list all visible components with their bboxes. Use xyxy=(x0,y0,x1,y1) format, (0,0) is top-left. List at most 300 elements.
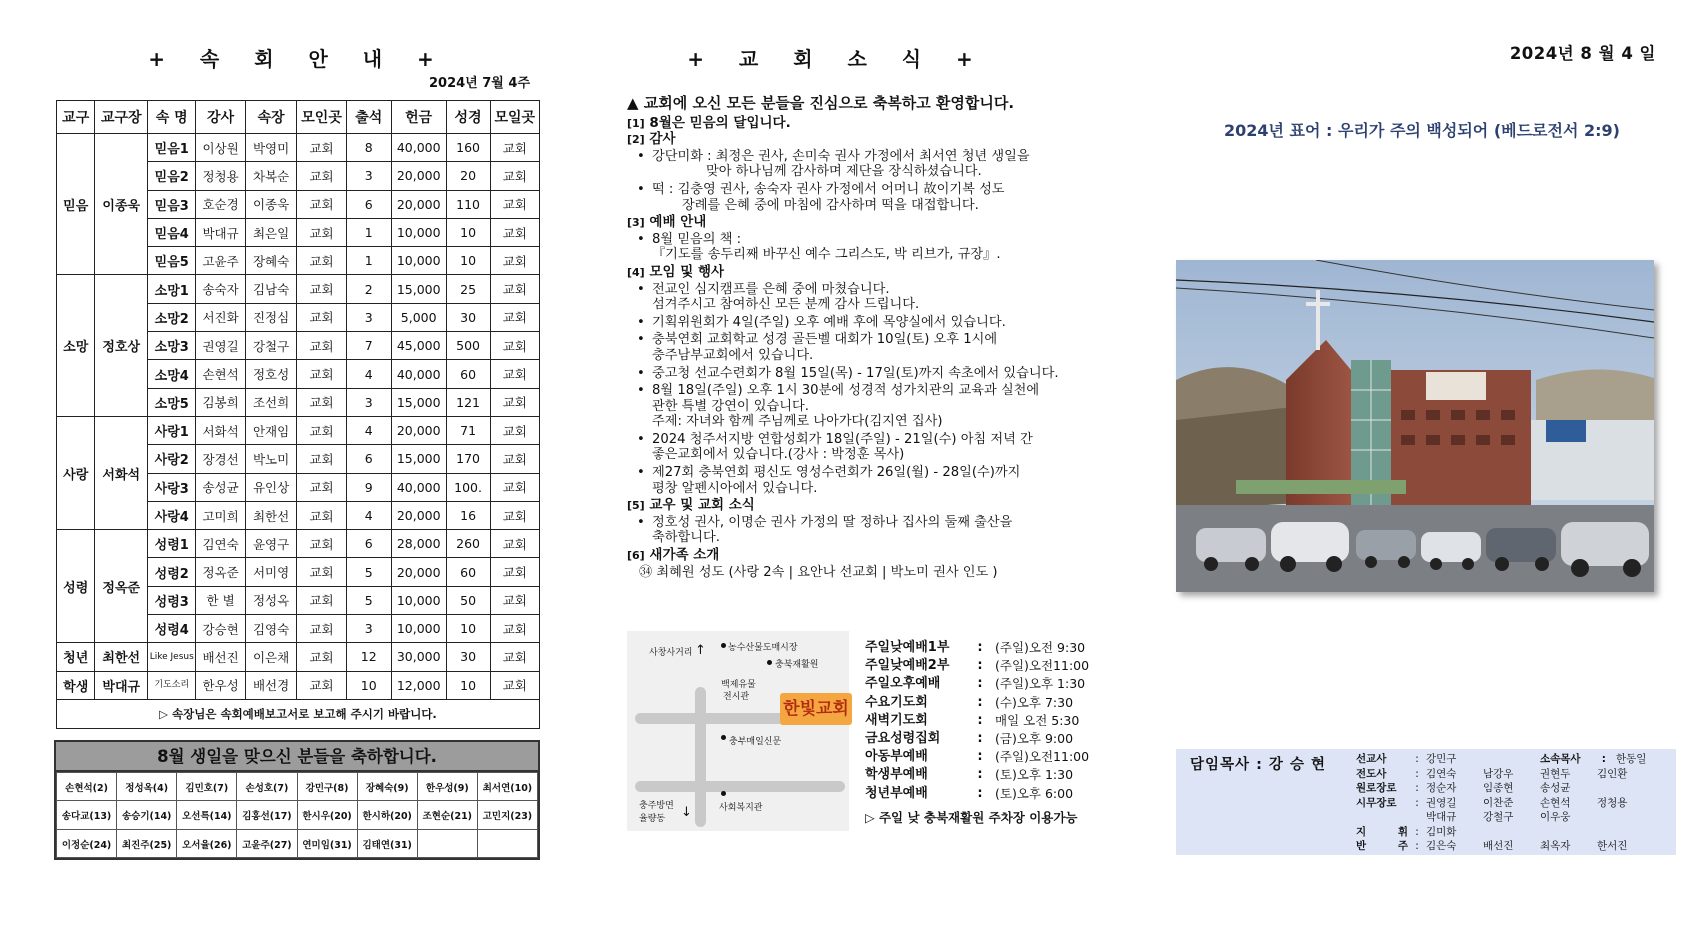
service-time: (토)오후 6:00 xyxy=(995,785,1074,801)
map-dot xyxy=(721,791,726,796)
staff-grid xyxy=(1356,752,1673,854)
table-cell: 교회 xyxy=(297,162,346,190)
birthday-cell: 한시우(20) xyxy=(297,801,357,830)
table-cell: 최은일 xyxy=(245,218,297,246)
table-cell: 교회 xyxy=(297,501,346,529)
birthday-table xyxy=(56,772,538,859)
table-cell: 20 xyxy=(446,162,490,190)
table-cell: 교회 xyxy=(490,360,539,388)
table-cell: 믿음4 xyxy=(148,218,196,246)
table-cell: 안재임 xyxy=(245,416,297,444)
table-cell: 교회 xyxy=(490,501,539,529)
column-header: 강사 xyxy=(196,101,245,134)
news-heading-3: [3] 예배 안내 xyxy=(627,214,707,231)
table-cell: 교회 xyxy=(297,218,346,246)
table-cell: 110 xyxy=(446,190,490,218)
table-cell: 정옥준 xyxy=(196,558,245,586)
church-photo xyxy=(1176,260,1654,592)
table-cell: 박영미 xyxy=(245,134,297,162)
colon: : xyxy=(977,676,983,692)
table-cell: 50 xyxy=(446,586,490,614)
table-cell: 교회 xyxy=(297,134,346,162)
table-cell: 배선경 xyxy=(245,671,297,699)
birthday-cell: 송승기(14) xyxy=(117,801,177,830)
table-cell: 10 xyxy=(446,671,490,699)
table-cell: 121 xyxy=(446,388,490,416)
table-cell: 정성옥 xyxy=(245,586,297,614)
table-cell: 2 xyxy=(346,275,391,303)
staff-row: 시무장로 : 권영길 이찬준 손현석 정청용 xyxy=(1356,796,1628,809)
table-cell: 5,000 xyxy=(391,303,446,331)
table-cell: 유인상 xyxy=(245,473,297,501)
schedule-row xyxy=(865,694,1145,712)
table-cell: 교회 xyxy=(297,303,346,331)
birthday-cell: 김민호(7) xyxy=(177,772,237,801)
table-cell: 9 xyxy=(346,473,391,501)
table-cell: 교회 xyxy=(297,332,346,360)
table-cell: 10 xyxy=(446,615,490,643)
table-cell: 김연숙 xyxy=(196,530,245,558)
list-item: • 제27회 충북연회 평신도 영성수련회가 26일(월) - 28일(수)까지 평창 알펜시아에서 있습니다. xyxy=(637,465,1127,496)
table-cell: 20,000 xyxy=(391,416,446,444)
table-cell: 6 xyxy=(346,190,391,218)
table-cell: 160 xyxy=(446,134,490,162)
list-item: • 2024 청주서지방 연합성회가 18일(주일) - 21일(수) 아침 저녁 간 좋은교회에서 있습니다.(강사 : 박정훈 목사) xyxy=(637,432,1127,463)
staff-row: 선교사 : 강민구 소속목사 : 한동일 xyxy=(1356,753,1647,765)
birthday-cell: 정성옥(4) xyxy=(117,772,177,801)
table-cell: 4 xyxy=(346,501,391,529)
district-leader-cell: 정호상 xyxy=(95,275,148,416)
service-time: (주일)오전11:00 xyxy=(995,749,1090,765)
table-cell: 성령4 xyxy=(148,615,196,643)
birthday-row xyxy=(57,801,538,830)
schedule-row xyxy=(865,639,1145,657)
church-logo: 한빛교회 xyxy=(780,693,852,725)
service-time: (주일)오후 1:30 xyxy=(995,676,1086,692)
table-cell: 10,000 xyxy=(391,247,446,275)
staff-row: 원로장로 : 정순자 임종현 송성균 xyxy=(1356,782,1571,794)
map-label: 사회복지관 xyxy=(719,803,763,813)
table-cell: 믿음3 xyxy=(148,190,196,218)
birthday-cell: 김홍선(17) xyxy=(237,801,297,830)
parking-note: ▷ 주일 낮 충북재활원 주차장 이용가능 xyxy=(865,809,1078,825)
table-cell: 박노미 xyxy=(245,445,297,473)
table-cell: 교회 xyxy=(490,473,539,501)
birthday-row xyxy=(57,772,538,801)
senior-pastor: 담임목사 : 강 승 현 xyxy=(1190,757,1327,773)
table-cell: 170 xyxy=(446,445,490,473)
meeting-section xyxy=(56,44,540,860)
service-time: 매일 오전 5:30 xyxy=(995,712,1080,728)
column-header: 속 명 xyxy=(148,101,196,134)
table-cell: 교회 xyxy=(297,445,346,473)
news-heading-5: [5] 교우 및 교회 소식 xyxy=(627,497,755,514)
service-name: 주일낮예배1부 xyxy=(865,640,950,655)
service-time: (수)오후 7:30 xyxy=(995,694,1074,710)
birthday-cell: 이정순(24) xyxy=(57,829,117,858)
colon: : xyxy=(977,712,983,728)
table-cell: 10 xyxy=(346,671,391,699)
column-header: 교구 xyxy=(57,101,95,134)
map-label: 사창사거리 xyxy=(649,648,693,658)
table-cell: 교회 xyxy=(490,671,539,699)
news-body xyxy=(627,96,1127,580)
bulletin-date: 2024년 8 월 4 일 xyxy=(1509,44,1656,63)
service-time: (토)오후 1:30 xyxy=(995,767,1074,783)
colon: : xyxy=(977,749,983,765)
list-item: • 정호성 권사, 이명순 권사 가정의 딸 정하나 집사의 둘째 출산을 축하합니다. xyxy=(637,515,1127,546)
birthday-cell: 고윤주(27) xyxy=(237,829,297,858)
table-cell: 교회 xyxy=(490,275,539,303)
map-label: 백제유물 xyxy=(721,680,756,690)
colon: : xyxy=(977,730,983,746)
table-cell: 교회 xyxy=(297,247,346,275)
table-cell: 7 xyxy=(346,332,391,360)
table-cell: 교회 xyxy=(490,586,539,614)
news-heading-1: [1] 8월은 믿음의 달입니다. xyxy=(627,114,791,131)
birthday-cell xyxy=(477,829,537,858)
table-cell: 60 xyxy=(446,360,490,388)
table-cell: 차복순 xyxy=(245,162,297,190)
table-cell: 교회 xyxy=(297,190,346,218)
table-cell: 10,000 xyxy=(391,218,446,246)
table-cell: 20,000 xyxy=(391,190,446,218)
table-row xyxy=(57,134,540,162)
table-cell: 12,000 xyxy=(391,671,446,699)
list-item: • 충북연회 교회학교 성경 골든벨 대회가 10일(토) 오후 1시에 충주남부교회에서 있습니다. xyxy=(637,332,1127,363)
table-cell: 교회 xyxy=(297,558,346,586)
table-cell: 사랑3 xyxy=(148,473,196,501)
table-cell: 8 xyxy=(346,134,391,162)
birthday-cell xyxy=(417,829,477,858)
column-header: 교구장 xyxy=(95,101,148,134)
birthday-row xyxy=(57,829,538,858)
birthday-cell: 한시하(20) xyxy=(357,801,417,830)
birthday-cell: 김태연(31) xyxy=(357,829,417,858)
table-cell: 30,000 xyxy=(391,643,446,671)
table-cell: 교회 xyxy=(297,643,346,671)
district-cell: 성령 xyxy=(57,530,95,643)
table-cell: 송성균 xyxy=(196,473,245,501)
table-cell: 60 xyxy=(446,558,490,586)
birthday-cell: 오서율(26) xyxy=(177,829,237,858)
table-row xyxy=(57,643,540,671)
meeting-title: + 속 회 안 내 + xyxy=(148,47,448,71)
service-time: (주일)오전11:00 xyxy=(995,658,1090,674)
table-cell: 40,000 xyxy=(391,473,446,501)
district-leader-cell: 서화석 xyxy=(95,416,148,529)
birthday-cell: 장혜숙(9) xyxy=(357,772,417,801)
table-cell: 260 xyxy=(446,530,490,558)
table-cell: 강승현 xyxy=(196,615,245,643)
table-cell: 20,000 xyxy=(391,501,446,529)
table-cell: 교회 xyxy=(297,360,346,388)
schedule-row xyxy=(865,675,1145,693)
column-header: 모인곳 xyxy=(297,101,346,134)
list-item: • 떡 : 김충영 권사, 송숙자 권사 가정에서 어머니 故이기복 성도 장례를 은혜 중에 마침에 감사하며 떡을 대접합니다. xyxy=(637,182,1127,213)
table-cell: 교회 xyxy=(490,388,539,416)
table-cell: 71 xyxy=(446,416,490,444)
meeting-date: 2024년 7월 4주 xyxy=(429,76,530,91)
table-cell: 15,000 xyxy=(391,275,446,303)
up-arrow-icon: ↑ xyxy=(695,643,706,658)
table-header-row xyxy=(57,101,540,134)
member-news-list xyxy=(627,515,1127,546)
table-cell: 서진화 xyxy=(196,303,245,331)
column-header: 속장 xyxy=(245,101,297,134)
table-cell: 20,000 xyxy=(391,162,446,190)
table-cell: 6 xyxy=(346,445,391,473)
colon: : xyxy=(977,658,983,674)
welcome-text: ▲ 교회에 오신 모든 분들을 진심으로 축복하고 환영합니다. xyxy=(627,94,1015,112)
map-label: 농수산물도매시장 xyxy=(728,643,798,653)
birthday-box xyxy=(54,740,540,861)
table-cell: 10 xyxy=(446,218,490,246)
birthday-cell: 고민지(23) xyxy=(477,801,537,830)
service-name: 금요성령집회 xyxy=(865,730,941,746)
table-cell: 서화석 xyxy=(196,416,245,444)
table-cell: 40,000 xyxy=(391,134,446,162)
map-dot xyxy=(721,735,726,740)
table-cell: 소망5 xyxy=(148,388,196,416)
table-cell: 소망3 xyxy=(148,332,196,360)
table-cell: 한 별 xyxy=(196,586,245,614)
service-name: 주일오후예배 xyxy=(865,676,941,692)
news-heading-4: [4] 모임 및 행사 xyxy=(627,263,725,280)
table-cell: 믿음5 xyxy=(148,247,196,275)
table-cell: 교회 xyxy=(490,416,539,444)
table-cell: 사랑1 xyxy=(148,416,196,444)
thanks-list xyxy=(627,149,1127,213)
colon: : xyxy=(977,640,983,655)
table-row xyxy=(57,416,540,444)
staff-row: 지 휘 : 김미화 xyxy=(1356,825,1457,838)
table-cell: 최한선 xyxy=(245,501,297,529)
table-cell: 15,000 xyxy=(391,388,446,416)
list-item: • 중고청 선교수련회가 8월 15일(목) - 17일(토)까지 속초에서 있습니다. xyxy=(637,366,1127,382)
table-cell: 최한선 xyxy=(95,643,148,671)
table-cell: 장혜숙 xyxy=(245,247,297,275)
table-cell: 강철구 xyxy=(245,332,297,360)
map-label: 율량동 xyxy=(639,814,666,824)
table-row xyxy=(57,275,540,303)
table-cell: 소망2 xyxy=(148,303,196,331)
district-leader-cell: 정옥준 xyxy=(95,530,148,643)
colon: : xyxy=(977,767,983,783)
table-cell: 40,000 xyxy=(391,360,446,388)
table-cell: 30 xyxy=(446,303,490,331)
table-cell: 고윤주 xyxy=(196,247,245,275)
worship-schedule xyxy=(865,639,1145,826)
table-cell: 교회 xyxy=(490,615,539,643)
table-row xyxy=(57,699,540,728)
table-cell: 교회 xyxy=(490,218,539,246)
table-cell: 소망1 xyxy=(148,275,196,303)
table-cell: 1 xyxy=(346,247,391,275)
table-cell: 5 xyxy=(346,558,391,586)
list-item: • 8월 믿음의 책 : 『기도를 송두리째 바꾸신 예수 그리스도, 박 리브가, 규장』. xyxy=(637,232,1127,263)
table-cell: 믿음1 xyxy=(148,134,196,162)
meeting-footnote: ▷ 속장님은 속회예배보고서로 보고해 주시기 바랍니다. xyxy=(57,699,540,728)
column-header: 출석 xyxy=(346,101,391,134)
table-cell: 교회 xyxy=(490,558,539,586)
table-cell: 정호성 xyxy=(245,360,297,388)
table-cell: 성령3 xyxy=(148,586,196,614)
table-cell: 진정심 xyxy=(245,303,297,331)
table-cell: 조선희 xyxy=(245,388,297,416)
staff-row: 전도사 : 김연숙 남강우 권현두 김인환 xyxy=(1356,767,1628,780)
table-cell: 교회 xyxy=(490,190,539,218)
list-item: • 전교인 심지캠프를 은혜 중에 마쳤습니다. 섬겨주시고 참여하신 모든 분께 감사 드립니다. xyxy=(637,282,1127,313)
table-cell: 권영길 xyxy=(196,332,245,360)
schedule-row xyxy=(865,748,1145,766)
table-cell: 윤영구 xyxy=(245,530,297,558)
table-cell: 3 xyxy=(346,388,391,416)
staff-row: 박대규 강철구 이우웅 xyxy=(1426,811,1571,823)
table-cell: 청년 xyxy=(57,643,95,671)
table-cell: 10,000 xyxy=(391,586,446,614)
location-map xyxy=(627,631,849,831)
table-cell: 송숙자 xyxy=(196,275,245,303)
table-cell: 교회 xyxy=(490,530,539,558)
table-cell: 5 xyxy=(346,586,391,614)
table-cell: 기도소리 xyxy=(148,671,196,699)
table-cell: 16 xyxy=(446,501,490,529)
table-cell: 장경선 xyxy=(196,445,245,473)
table-cell: 손현석 xyxy=(196,360,245,388)
table-cell: 배선진 xyxy=(196,643,245,671)
table-cell: 사랑2 xyxy=(148,445,196,473)
table-cell: 고미희 xyxy=(196,501,245,529)
table-cell: 교회 xyxy=(297,530,346,558)
table-cell: 500 xyxy=(446,332,490,360)
table-cell: 교회 xyxy=(490,162,539,190)
column-header: 성경 xyxy=(446,101,490,134)
schedule-row xyxy=(865,730,1145,748)
schedule-row xyxy=(865,766,1145,784)
district-cell: 소망 xyxy=(57,275,95,416)
table-cell: 교회 xyxy=(490,445,539,473)
colon: : xyxy=(977,785,983,801)
worship-list xyxy=(627,232,1127,263)
service-time: (금)오후 9:00 xyxy=(995,730,1074,746)
table-cell: 김남숙 xyxy=(245,275,297,303)
column-header: 헌금 xyxy=(391,101,446,134)
table-cell: 1 xyxy=(346,218,391,246)
district-cell: 믿음 xyxy=(57,134,95,275)
news-heading-6: [6] 새가족 소개 xyxy=(627,547,720,564)
map-dot xyxy=(721,643,726,648)
birthday-cell: 한우성(9) xyxy=(417,772,477,801)
birthday-title: 8월 생일을 맞으신 분들을 축하합니다. xyxy=(56,742,538,772)
table-cell: 교회 xyxy=(490,303,539,331)
table-cell: 사랑4 xyxy=(148,501,196,529)
news-title: + 교 회 소 식 + xyxy=(687,47,987,71)
table-cell: 교회 xyxy=(490,332,539,360)
table-cell: 교회 xyxy=(297,615,346,643)
church-building-image xyxy=(1176,260,1654,592)
table-cell: 학생 xyxy=(57,671,95,699)
table-cell: Like Jesus xyxy=(148,643,196,671)
district-cell: 사랑 xyxy=(57,416,95,529)
events-list xyxy=(627,282,1127,497)
list-item: • 기획위원회가 4일(주일) 오후 예배 후에 목양실에서 있습니다. xyxy=(637,315,1127,331)
service-name: 청년부예배 xyxy=(865,785,928,801)
district-leader-cell: 이종욱 xyxy=(95,134,148,275)
table-cell: 이상원 xyxy=(196,134,245,162)
table-cell: 6 xyxy=(346,530,391,558)
meeting-table xyxy=(56,100,540,729)
news-heading-2: [2] 감사 xyxy=(627,131,676,148)
map-road xyxy=(635,781,845,792)
table-cell: 4 xyxy=(346,416,391,444)
map-label: 충부매일신문 xyxy=(729,737,782,747)
table-cell: 3 xyxy=(346,615,391,643)
table-cell: 28,000 xyxy=(391,530,446,558)
table-cell: 3 xyxy=(346,162,391,190)
table-cell: 교회 xyxy=(490,247,539,275)
table-cell: 3 xyxy=(346,303,391,331)
map-label: 전시관 xyxy=(723,692,750,702)
table-cell: 100. xyxy=(446,473,490,501)
table-cell: 성령1 xyxy=(148,530,196,558)
list-item: • 8월 18일(주일) 오후 1시 30분에 성경적 성가치관의 교육과 실천에 관한 특별 강연이 있습니다. 주제: 자녀와 함께 주님께로 나아가다(김지연 집사) xyxy=(637,383,1127,430)
table-cell: 교회 xyxy=(297,388,346,416)
birthday-cell: 연미임(31) xyxy=(297,829,357,858)
table-cell: 성령2 xyxy=(148,558,196,586)
map-label: 충주방면 xyxy=(639,801,674,811)
table-cell: 교회 xyxy=(490,134,539,162)
service-name: 아동부예배 xyxy=(865,749,928,765)
table-cell: 이종욱 xyxy=(245,190,297,218)
down-arrow-icon: ↓ xyxy=(681,805,692,820)
birthday-cell: 최서연(10) xyxy=(477,772,537,801)
table-cell: 12 xyxy=(346,643,391,671)
table-cell: 10 xyxy=(446,247,490,275)
table-cell: 교회 xyxy=(297,586,346,614)
map-label: 충북재활원 xyxy=(775,660,819,670)
table-cell: 호순경 xyxy=(196,190,245,218)
service-name: 새벽기도회 xyxy=(865,712,928,728)
birthday-cell: 오선특(14) xyxy=(177,801,237,830)
table-cell: 박대규 xyxy=(196,218,245,246)
table-cell: 교회 xyxy=(297,473,346,501)
schedule-row xyxy=(865,712,1145,730)
table-cell: 교회 xyxy=(297,671,346,699)
table-cell: 김영숙 xyxy=(245,615,297,643)
birthday-cell: 손현석(2) xyxy=(57,772,117,801)
table-cell: 15,000 xyxy=(391,445,446,473)
table-cell: 4 xyxy=(346,360,391,388)
service-time: (주일)오전 9:30 xyxy=(995,640,1086,655)
map-road xyxy=(695,687,706,827)
table-cell: 교회 xyxy=(490,643,539,671)
service-name: 학생부예배 xyxy=(865,767,928,783)
table-cell: 30 xyxy=(446,643,490,671)
service-name: 주일낮예배2부 xyxy=(865,658,950,674)
table-cell: 한우성 xyxy=(196,671,245,699)
birthday-cell: 최진주(25) xyxy=(117,829,177,858)
table-cell: 45,000 xyxy=(391,332,446,360)
list-item: • 강단미화 : 최정은 권사, 손미숙 권사 가정에서 최서연 청년 생일을 맞아 하나님께 감사하며 제단을 장식하셨습니다. xyxy=(637,149,1127,180)
table-cell: 교회 xyxy=(297,275,346,303)
column-header: 모일곳 xyxy=(490,101,539,134)
schedule-row xyxy=(865,657,1145,675)
schedule-row xyxy=(865,785,1145,803)
table-cell: 박대규 xyxy=(95,671,148,699)
birthday-cell: 손성호(7) xyxy=(237,772,297,801)
birthday-cell: 조현순(21) xyxy=(417,801,477,830)
